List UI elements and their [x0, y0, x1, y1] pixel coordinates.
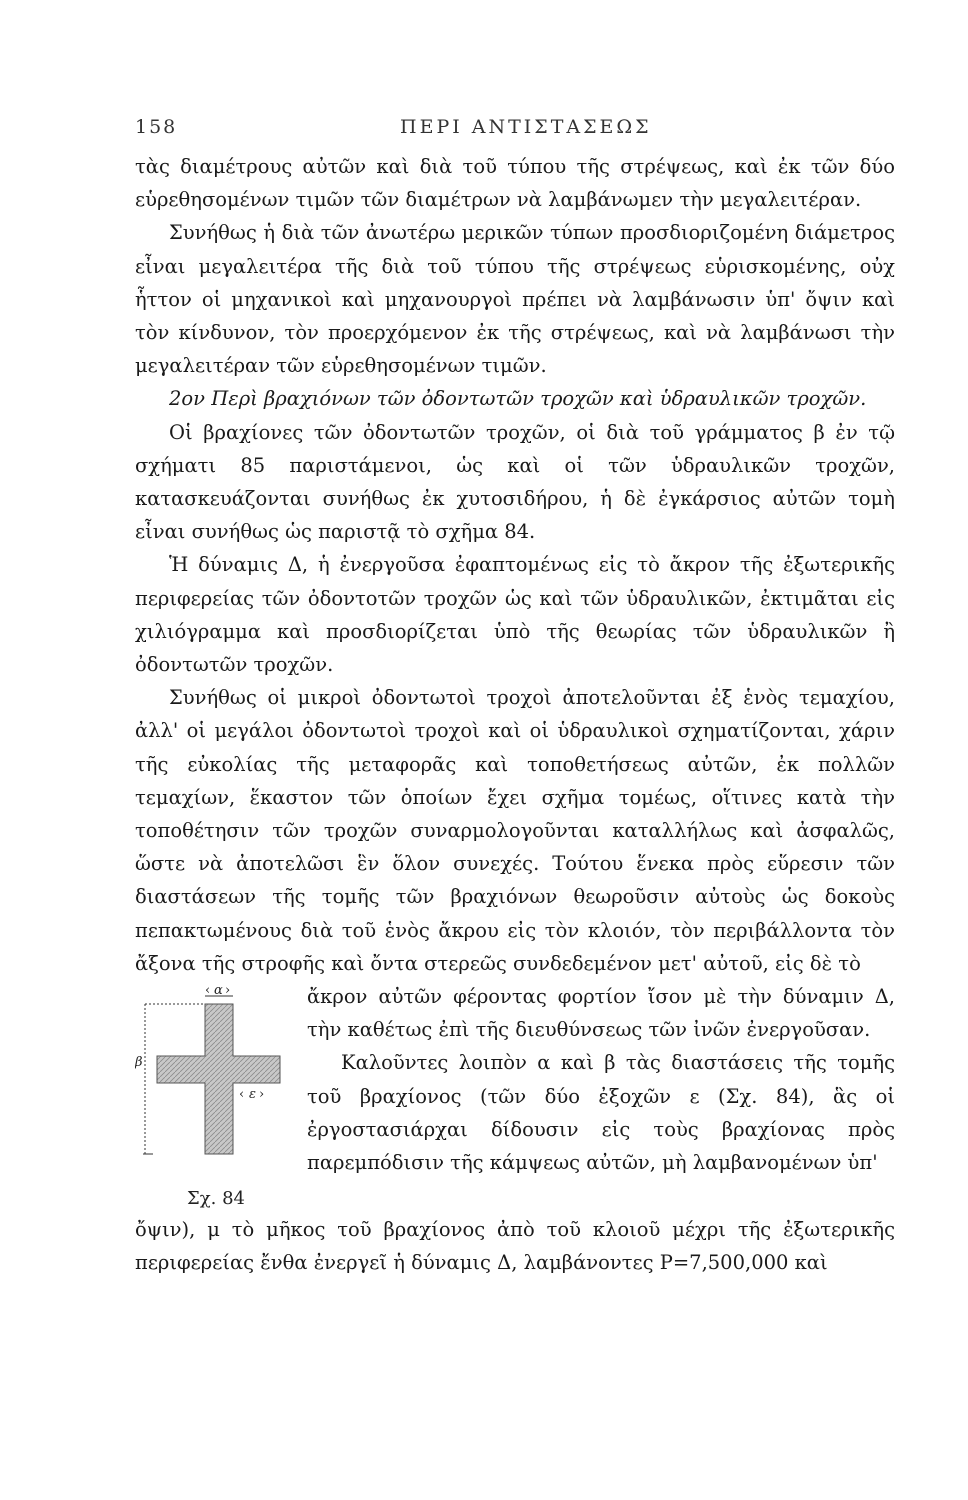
figure-block [135, 980, 895, 1213]
section-number: 2ον [169, 387, 206, 411]
label-b: β [135, 1055, 143, 1071]
cross-section-diagram [135, 982, 285, 1182]
paragraph-continuation: ὄψιν), μ τὸ μῆκος τοῦ βραχίονος ἀπὸ τοῦ κλοιοῦ μέχρι τῆς ἐξωτερικῆς περιφερείας ἔνθα ἐνεργεῖ ἡ δύναμις Δ, λαμβάνοντες P=7,500,000 καὶ [135, 1218, 895, 1275]
page-number: 158 [135, 116, 178, 138]
paragraph: Οἱ βραχίονες τῶν ὀδοντωτῶν τροχῶν, οἱ διὰ τοῦ γράμματος β ἐν τῷ σχήματι 85 παριστάμενοι, ὡς καὶ οἱ τῶν ὑδραυλικῶν τροχῶν, κατασκευάζονται συνήθως ἐκ χυτοσιδήρου, ἡ δὲ ἐγκάρσιος αὐτῶν τομὴ εἶναι συνήθως ὡς παριστᾷ τὸ σχῆμα 84. [135, 420, 895, 544]
page-header [135, 100, 895, 140]
running-title: ΠΕΡΙ ΑΝΤΙΣΤΑΣΕΩΣ [400, 116, 652, 138]
paragraph: Συνήθως οἱ μικροὶ ὀδοντωτοὶ τροχοὶ ἀποτελοῦνται ἐξ ἑνὸς τεμαχίου, ἀλλ' οἱ μεγάλοι ὀδοντωτοὶ τροχοὶ καὶ οἱ ὑδραυλικοὶ σχηματίζονται, χάριν τῆς εὐκολίας τῆς μεταφορᾶς καὶ τοποθετήσεως αὐτῶν, ἐκ πολλῶν τεμαχίων, ἕκαστον τῶν ὁποίων ἔχει σχῆμα τομέως, οἵτινες κατὰ τὴν τοποθέτησιν τῶν τροχῶν συναρμολογοῦνται καταλλήλως καὶ ἀσφαλῶς, ὥστε νὰ ἀποτελῶσι ἓν ὅλον συνεχές. Τούτου ἕνεκα πρὸς εὕρεσιν τῶν διαστάσεων τῆς τομῆς τῶν βραχιόνων θεωροῦσιν αὐτοὺς ὡς δοκοὺς πεπακτωμένους διὰ τοῦ ἑνὸς ἄκρου εἰς τὸν κλοιόν, τὸν περιβάλλοντα τὸν ἄξονα τῆς στροφῆς καὶ ὄντα στερεῶς συνδεδεμένον μετ' αὐτοῦ, εἰς δὲ τὸ [135, 686, 895, 975]
figure-side-text [307, 980, 895, 1179]
paragraph: Καλοῦντες λοιπὸν α καὶ β τὰς διαστάσεις τῆς τομῆς τοῦ βραχίονος (τῶν δύο ἐξοχῶν ε (Σχ. 84), ἃς οἱ ἐργοστασιάρχαι δίδουσιν εἰς τοὺς βραχίονας πρὸς παρεμπόδισιν τῆς κάμψεως αὐτῶν, μὴ λαμβανομένων ὑπ' [307, 1051, 895, 1175]
label-a-open: ‹ [205, 983, 211, 999]
label-e: ε [249, 1087, 256, 1103]
figure-caption: Σχ. 84 [187, 1188, 245, 1210]
paragraph: Ἡ δύναμις Δ, ἡ ἐνεργοῦσα ἐφαπτομένως εἰς τὸ ἄκρον τῆς ἐξωτερικῆς περιφερείας τῶν ὀδοντοτῶν τροχῶν ὡς καὶ τῶν ὑδραυλικῶν, ἐκτιμᾶται εἰς χιλιόγραμμα καὶ προσδιορίζεται ὑπὸ τῆς θεωρίας τῶν ὑδραυλικῶν ἢ ὀδοντωτῶν τροχῶν. [135, 553, 895, 677]
paragraph: Συνήθως ἡ διὰ τῶν ἀνωτέρω μερικῶν τύπων προσδιοριζομένη διάμετρος εἶναι μεγαλειτέρα τῆς διὰ τοῦ τύπου τῆς στρέψεως εὑρισκομένης, οὐχ ἧττον οἱ μηχανικοὶ καὶ μηχανουργοὶ πρέπει νὰ λαμβάνωσιν ὑπ' ὄψιν καὶ τὸν κίνδυνον, τὸν προερχόμενον ἐκ τῆς στρέψεως, καὶ νὰ λαμβάνωσι τὴν μεγαλειτέραν τῶν εὑρεθησομένων τιμῶν. [135, 221, 895, 378]
label-a-close: › [225, 983, 231, 999]
section-heading [135, 382, 895, 415]
label-e-open: ‹ [239, 1087, 245, 1103]
figure-84 [135, 982, 285, 1210]
label-a: α [214, 983, 223, 999]
paragraph-continuation: ἄκρον αὐτῶν φέροντας φορτίον ἴσον μὲ τὴν δύναμιν Δ, τὴν καθέτως ἐπὶ τῆς διευθύνσεως τῶν ἰνῶν ἐνεργοῦσαν. [307, 985, 895, 1042]
paragraph-continuation: τὰς διαμέτρους αὐτῶν καὶ διὰ τοῦ τύπου τῆς στρέψεως, καὶ ἐκ τῶν δύο εὑρεθησομένων τιμῶν τῶν διαμέτρων νὰ λαμβάνωμεν τὴν μεγαλειτέραν. [135, 155, 895, 212]
section-title: Περὶ βραχιόνων τῶν ὀδοντωτῶν τροχῶν καὶ ὑδραυλικῶν τροχῶν. [211, 387, 867, 411]
label-e-close: › [259, 1087, 265, 1103]
page-body [135, 150, 895, 1279]
